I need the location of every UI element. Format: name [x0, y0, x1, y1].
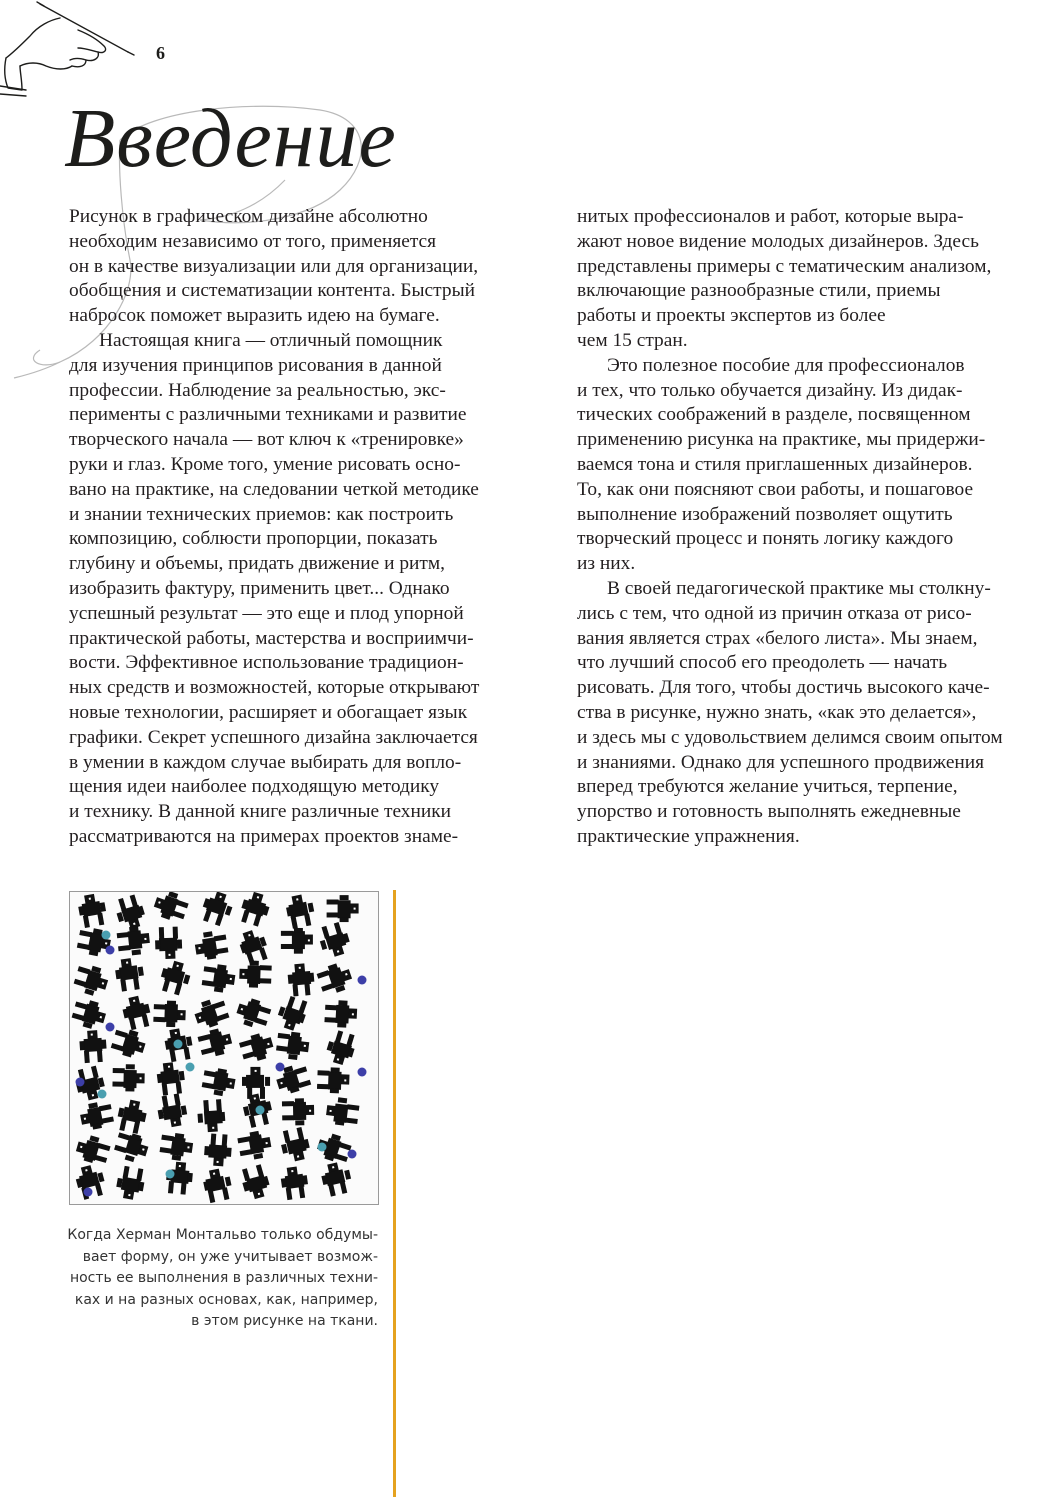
figure-shape [275, 1030, 310, 1061]
caption-line: вает форму, он уже учитывает возмож- [82, 1248, 378, 1265]
figure-shape [157, 958, 193, 996]
figure-shape [112, 1130, 151, 1165]
text-line: и здесь мы с удовольствием делимся своим опытом [577, 726, 1003, 748]
text-line: ных средств и возможностей, которые открывают [69, 677, 480, 699]
text-line: он в качестве визуализации или для организации, [69, 255, 479, 277]
figure-shape [319, 1160, 354, 1198]
text-line: практической работы, мастерства и восприимчи- [69, 627, 474, 649]
figure-shape [197, 1026, 234, 1059]
text-line: глубину и объемы, придать движение и ритм, [69, 553, 446, 575]
pattern-dot [106, 1023, 115, 1032]
figure-shape [114, 957, 146, 993]
figure-shape [115, 1165, 147, 1201]
figure-shape [324, 1000, 357, 1029]
text-line: новые технологии, расширяет и обогащает язык [69, 701, 468, 723]
figure-shape [238, 1031, 276, 1065]
pattern-dot [186, 1063, 195, 1072]
figure-shape [234, 995, 273, 1031]
figure-shape [197, 1099, 226, 1133]
figure-shape [282, 1098, 314, 1126]
figure-shape [327, 895, 359, 922]
text-line: выполнение изображений позволяет ощутить [577, 503, 953, 525]
figure-shape [155, 926, 183, 959]
pattern-dot [166, 1170, 175, 1179]
figure-shape [70, 997, 108, 1032]
text-line: набросок поможет выразить идею на бумаге. [69, 305, 440, 327]
figure-shape [287, 963, 316, 997]
pattern-dot [318, 1143, 327, 1152]
text-line: ваемся тона и стиля приглашенных дизайнеров. [577, 453, 973, 475]
caption-line: в этом рисунке на ткани. [191, 1313, 378, 1330]
figure-shape [239, 960, 272, 988]
pattern-dot [358, 976, 367, 985]
text-line: творческого начала — вот ключ к «тренировке» [69, 429, 464, 451]
figure-shape [192, 995, 231, 1030]
figure-shape [317, 1067, 350, 1094]
accent-vertical-rule [393, 890, 396, 1497]
text-line: жают новое видение молодых дизайнеров. Здесь [577, 230, 979, 252]
figure-shape [236, 927, 271, 966]
text-line: Рисунок в графическом дизайне абсолютно [69, 206, 428, 227]
text-line: нитых профессионалов и работ, которые выра- [577, 206, 964, 227]
text-line: обобщения и систематизации контента. Быстрый [69, 280, 475, 302]
text-line: и знании технических приемов: как построить [69, 503, 454, 525]
text-line: изобразить фактуру, применить цвет... Однако [69, 577, 450, 599]
figure-shape [78, 1100, 114, 1132]
text-line: вано на практике, на следовании четкой методике [69, 478, 479, 500]
pattern-dot [174, 1040, 183, 1049]
text-line: вости. Эффективное использование традицион- [69, 652, 464, 674]
pattern-dot [102, 931, 111, 940]
figure-shape [324, 1029, 359, 1067]
text-line: что лучший способ его преодолеть — начать [577, 652, 948, 674]
text-line: из них. [577, 553, 636, 575]
text-line: То, как они поясняют свои работы, и пошаговое [577, 478, 974, 500]
pattern-dot [84, 1188, 93, 1197]
text-line: профессии. Наблюдение за реальностью, экс- [69, 379, 446, 401]
figure-shape [112, 1064, 144, 1092]
figure-shape [316, 921, 353, 960]
pattern-dot [358, 1068, 367, 1077]
hand-with-pen-icon [0, 0, 140, 100]
pattern-dot [76, 1078, 85, 1087]
figure-shape [201, 962, 237, 994]
text-line: творческий процесс и понять логику каждого [577, 528, 954, 550]
text-line: В своей педагогической практике мы столкну- [607, 577, 991, 599]
text-line: ства в рисунке, нужно знать, «как это делается», [577, 701, 977, 723]
figure-shape [279, 1165, 309, 1200]
text-line: для изучения принципов рисования в данной [69, 354, 442, 376]
text-line: практические упражнения. [577, 825, 800, 847]
figure-shape [153, 1000, 186, 1027]
figure-shape [115, 1098, 149, 1135]
figure-shape [275, 994, 310, 1033]
text-line: и технику. В данной книге различные техники [69, 801, 452, 823]
text-line: вперед требуются желание учиться, терпение, [577, 776, 958, 798]
caption-line: ках и на разных основах, как, например, [74, 1291, 378, 1308]
text-line: Настоящая книга — отличный помощник [99, 329, 443, 351]
figures-pattern [70, 892, 378, 1204]
page-title: Введение [64, 92, 397, 185]
caption-line: Когда Херман Монтальво только обдумы- [67, 1227, 378, 1243]
figure-shape [113, 893, 148, 931]
figure-shape [159, 1131, 194, 1162]
figure-shape [116, 925, 151, 957]
figure-shape [79, 1030, 108, 1064]
text-line: и тех, что только обучается дизайну. Из дидак- [577, 379, 963, 401]
fabric-pattern-illustration [69, 891, 379, 1205]
text-line: успешный результат — это еще и плод упорной [69, 602, 464, 624]
text-line: представлены примеры с тематическим анализом, [577, 255, 992, 277]
pattern-dot [98, 1090, 107, 1099]
text-line: графики. Секрет успешного дизайна заключается [69, 726, 478, 748]
text-line: и знаниями. Однако для успешного продвижения [577, 751, 985, 773]
figure-shape [278, 1126, 312, 1163]
caption-line: ность ее выполнения в различных техни- [69, 1270, 378, 1287]
figure-shape [156, 1061, 187, 1096]
figure-shape [203, 1133, 232, 1167]
figure-shape [238, 892, 273, 928]
pattern-dot [348, 1150, 357, 1159]
text-line: работы и проекты экспертов из более [577, 305, 886, 327]
figure-shape [110, 1026, 148, 1060]
figure-shape [74, 1133, 112, 1167]
figure-shape [72, 962, 111, 999]
figure-shape [155, 1093, 189, 1129]
pattern-dot [106, 946, 115, 955]
pattern-dot [256, 1106, 265, 1115]
text-line: композицию, соблюсти пропорции, показать [69, 528, 438, 550]
figure-shape [315, 960, 354, 997]
pattern-dot [276, 1063, 285, 1072]
text-line: необходим независимо от того, применяется [69, 230, 437, 252]
page-number: 6 [156, 43, 165, 63]
text-line: рисовать. Для того, чтобы достичь высокого каче- [577, 677, 990, 699]
text-line: перименты с различными техниками и развитие [69, 404, 467, 426]
text-line: включающие разнообразные стили, приемы [577, 280, 941, 302]
figure-shape [281, 928, 313, 954]
figure-shape [284, 893, 317, 930]
text-line: вания является страх «белого листа». Мы знаем, [577, 627, 978, 649]
text-line: упорство и готовность выполнять ежедневные [577, 801, 961, 823]
text-line: применению рисунка на практике, мы придержи- [577, 429, 986, 451]
figure-shape [239, 1163, 272, 1201]
text-line: чем 15 стран. [577, 329, 688, 351]
figure-shape [120, 994, 153, 1031]
text-line: рассматриваются на примерах проектов знаме- [69, 825, 459, 847]
figure-shape [237, 1129, 273, 1162]
text-line: в умении в каждом случае выбирать для вопло- [69, 751, 462, 773]
text-column-left [69, 205, 549, 850]
figure-shape [325, 1096, 360, 1127]
figure-shape [201, 1167, 234, 1204]
figure-shape [193, 929, 229, 961]
text-line: руки и глаз. Кроме того, умение рисовать осно- [69, 453, 461, 475]
figure-shape [76, 892, 108, 928]
figure-shape [151, 892, 190, 924]
text-line: Это полезное пособие для профессионалов [607, 354, 965, 376]
text-line: щения идеи наиболее подходящую методику [69, 776, 440, 798]
figure-shape [201, 1066, 237, 1098]
figure-caption [60, 1225, 378, 1333]
figure-shape [199, 892, 236, 928]
text-line: лись с тем, что одной из причин отказа от рисо- [577, 602, 972, 624]
text-line: тических соображений в разделе, посвященном [577, 404, 971, 426]
text-column-right [577, 205, 1054, 850]
